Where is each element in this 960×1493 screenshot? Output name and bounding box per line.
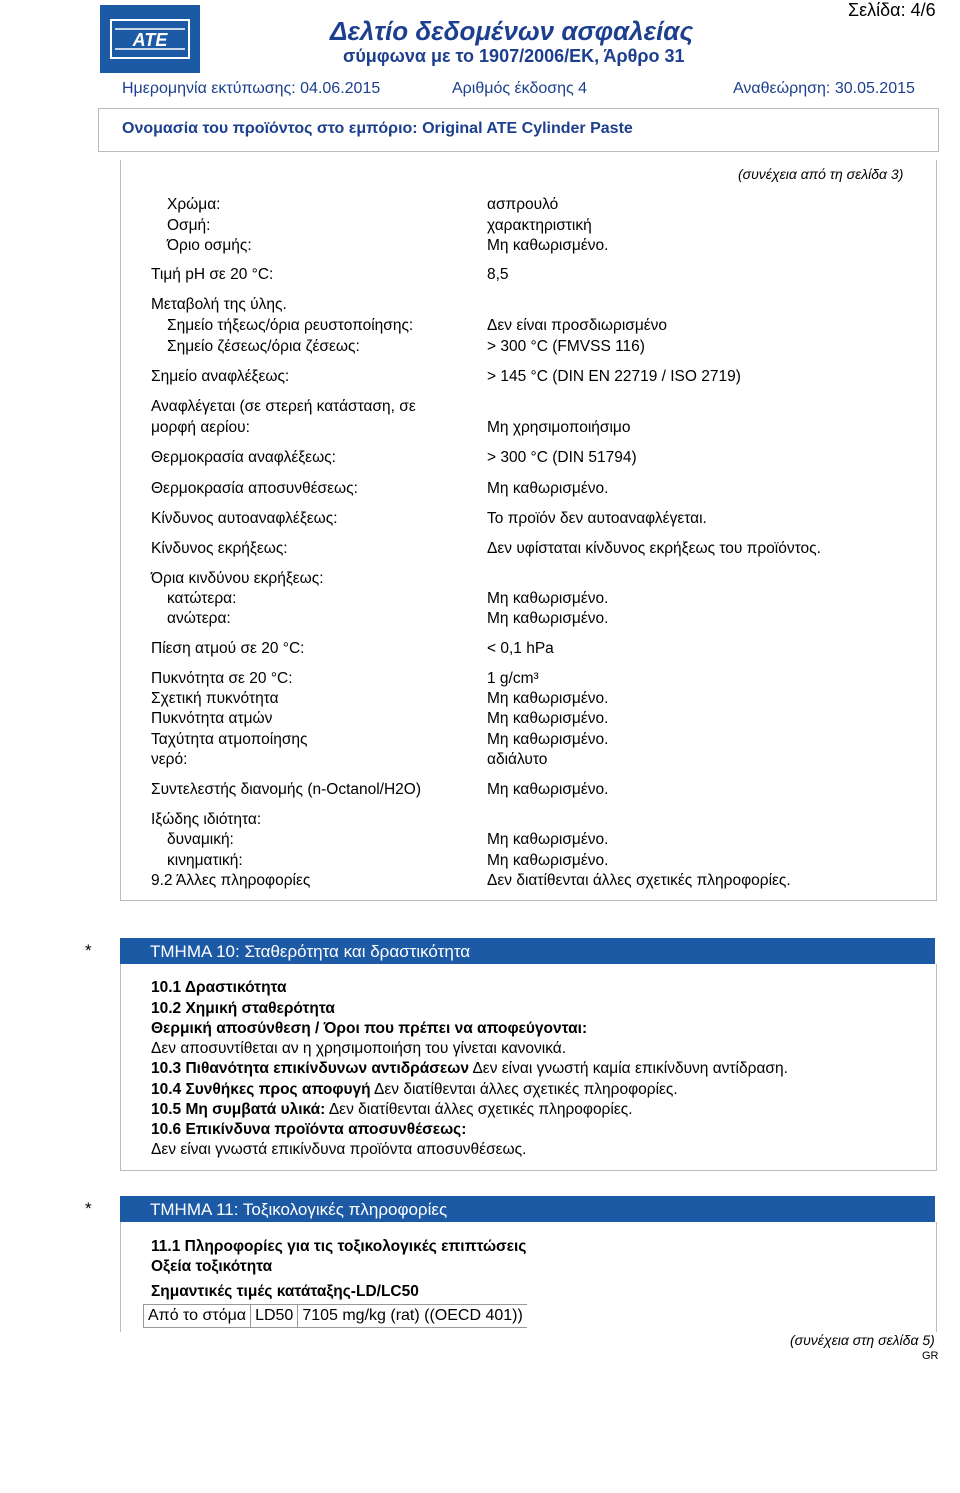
s10-hazardous-reactions: 10.3 Πιθανότητα επικίνδυνων αντιδράσεων Δεν είναι γνωστή καμία επικίνδυνη αντίδραση. [151,1060,788,1077]
property-label: Ταχύτητα ατμοποίησης [151,731,308,748]
property-value: Μη καθωρισμένο. [487,237,609,254]
property-value: > 145 °C (DIN EN 22719 / ISO 2719) [487,368,741,385]
property-label: Τιμή pH σε 20 °C: [151,266,274,283]
property-label: Σχετική πυκνότητα [151,690,279,707]
property-label: Συντελεστής διανομής (n-Octanol/H2O) [151,781,422,798]
type-cell: LD50 [251,1305,298,1328]
property-label: Πυκνότητα ατμών [151,710,273,727]
property-value: Το προϊόν δεν αυτοαναφλέγεται. [487,510,707,527]
section10-title: ΤΜΗΜΑ 10: Σταθερότητα και δραστικότητα [150,942,471,961]
s10-stability: 10.2 Χημική σταθερότητα [151,1000,335,1017]
s10-incompatible: 10.5 Μη συμβατά υλικά: Δεν διατίθενται άλλες σχετικές πληροφορίες. [151,1101,633,1118]
property-label: κινηματική: [167,852,243,869]
section11-header [120,1196,935,1222]
property-label: δυναμική: [167,831,234,848]
property-value: Μη χρησιμοποιήσιμο [487,419,631,436]
property-label: ανώτερα: [167,610,231,627]
property-label: Μεταβολή της ύλης. [151,296,287,313]
property-label: Κίνδυνος αυτοαναφλέξεως: [151,510,338,527]
s11-ld-lc50: Σημαντικές τιμές κατάταξης-LD/LC50 [151,1283,419,1300]
property-label: Όριο οσμής: [167,237,252,254]
property-label: Πυκνότητα σε 20 °C: [151,670,293,687]
version-number: Αριθμός έκδοσης 4 [452,80,588,97]
s11-info: 11.1 Πληροφορίες για τις τοξικολογικές επιπτώσεις [151,1238,527,1255]
property-label: Ιξώδης ιδιότητα: [151,811,262,828]
property-label: Θερμοκρασία αναφλέξεως: [151,449,336,466]
property-label: Θερμοκρασία αποσυνθέσεως: [151,480,358,497]
property-value: Μη καθωρισμένο. [487,831,609,848]
section10-star: * [85,941,92,960]
document-subtitle: σύμφωνα με το 1907/2006/ΕΚ, Άρθρο 31 [343,46,685,66]
property-value: Μη καθωρισμένο. [487,480,609,497]
property-value: Μη καθωρισμένο. [487,610,609,627]
property-value: Μη καθωρισμένο. [487,710,609,727]
language-code: GR [922,1350,939,1362]
page-number: Σελίδα: 4/6 [848,0,936,20]
s10-conditions-avoid: 10.4 Συνθήκες προς αποφυγή Δεν διατίθενται άλλες σχετικές πληροφορίες. [151,1081,678,1098]
route-cell: Από το στόμα [144,1305,251,1328]
continued-to-note: (συνέχεια στη σελίδα 5) [790,1332,935,1348]
property-label: Σημείο αναφλέξεως: [151,368,290,385]
s10-thermal-decomp: Θερμική αποσύνθεση / Όροι που πρέπει να αποφεύγονται: [151,1020,588,1037]
section10-header [120,938,935,964]
property-label: Κίνδυνος εκρήξεως: [151,540,288,557]
ate-logo-icon [110,19,190,59]
print-date: Ημερομηνία εκτύπωσης: 04.06.2015 [122,80,381,97]
property-label: 9.2 Άλλες πληροφορίες [151,872,311,889]
product-name: Ονομασία του προϊόντος στο εμπόριο: Original ATE Cylinder Paste [122,120,633,137]
property-value: Δεν διατίθενται άλλες σχετικές πληροφορίες. [487,872,791,889]
table-row [144,1305,527,1328]
value-cell: 7105 mg/kg (rat) ((OECD 401)) [298,1305,527,1328]
property-value: χαρακτηριστική [487,217,592,234]
property-label: Αναφλέγεται (σε στερεή κατάσταση, σε [151,398,416,415]
s10-decomp-products: 10.6 Επικίνδυνα προϊόντα αποσυνθέσεως: [151,1121,467,1138]
property-value: Μη καθωρισμένο. [487,690,609,707]
ate-logo [100,5,200,73]
revision-date: Αναθεώρηση: 30.05.2015 [733,80,915,97]
property-label: Όρια κινδύνου εκρήξεως: [151,570,324,587]
property-value: < 0,1 hPa [487,640,554,657]
property-value: Μη καθωρισμένο. [487,852,609,869]
document-title: Δελτίο δεδομένων ασφαλείας [330,16,694,46]
property-label: Πίεση ατμού σε 20 °C: [151,640,305,657]
section11-star: * [85,1199,92,1218]
property-label: Οσμή: [167,217,211,234]
property-value: 8,5 [487,266,509,283]
property-label: νερό: [151,751,188,768]
section11-title: ΤΜΗΜΑ 11: Τοξικολογικές πληροφορίες [150,1200,448,1219]
logo-text: ATE [132,30,168,50]
s10-reactivity: 10.1 Δραστικότητα [151,979,287,996]
property-value: ασπρουλό [487,196,559,213]
property-value: Μη καθωρισμένο. [487,731,609,748]
property-label: μορφή αερίου: [151,419,250,436]
property-label: Χρώμα: [167,196,221,213]
s11-acute-tox: Οξεία τοξικότητα [151,1258,273,1275]
property-value: Μη καθωρισμένο. [487,781,609,798]
s10-decomp-text: Δεν είναι γνωστά επικίνδυνα προϊόντα αποσυνθέσεως. [151,1141,527,1158]
property-value: > 300 °C (FMVSS 116) [487,338,645,355]
property-value: 1 g/cm³ [487,670,539,687]
continued-from-note: (συνέχεια από τη σελίδα 3) [738,166,904,182]
property-label: κατώτερα: [167,590,237,607]
toxicity-table [143,1304,527,1328]
s10-thermal-text: Δεν αποσυντίθεται αν η χρησιμοποιήση του γίνεται κανονικά. [151,1040,567,1057]
property-value: Μη καθωρισμένο. [487,590,609,607]
property-label: Σημείο ζέσεως/όρια ζέσεως: [167,338,360,355]
property-label: Σημείο τήξεως/όρια ρευστοποίησης: [167,317,414,334]
property-value: αδιάλυτο [487,751,548,768]
property-value: Δεν είναι προσδιωρισμένο [487,317,668,334]
property-value: > 300 °C (DIN 51794) [487,449,637,466]
property-value: Δεν υφίσταται κίνδυνος εκρήξεως του προϊόντος. [487,540,821,557]
